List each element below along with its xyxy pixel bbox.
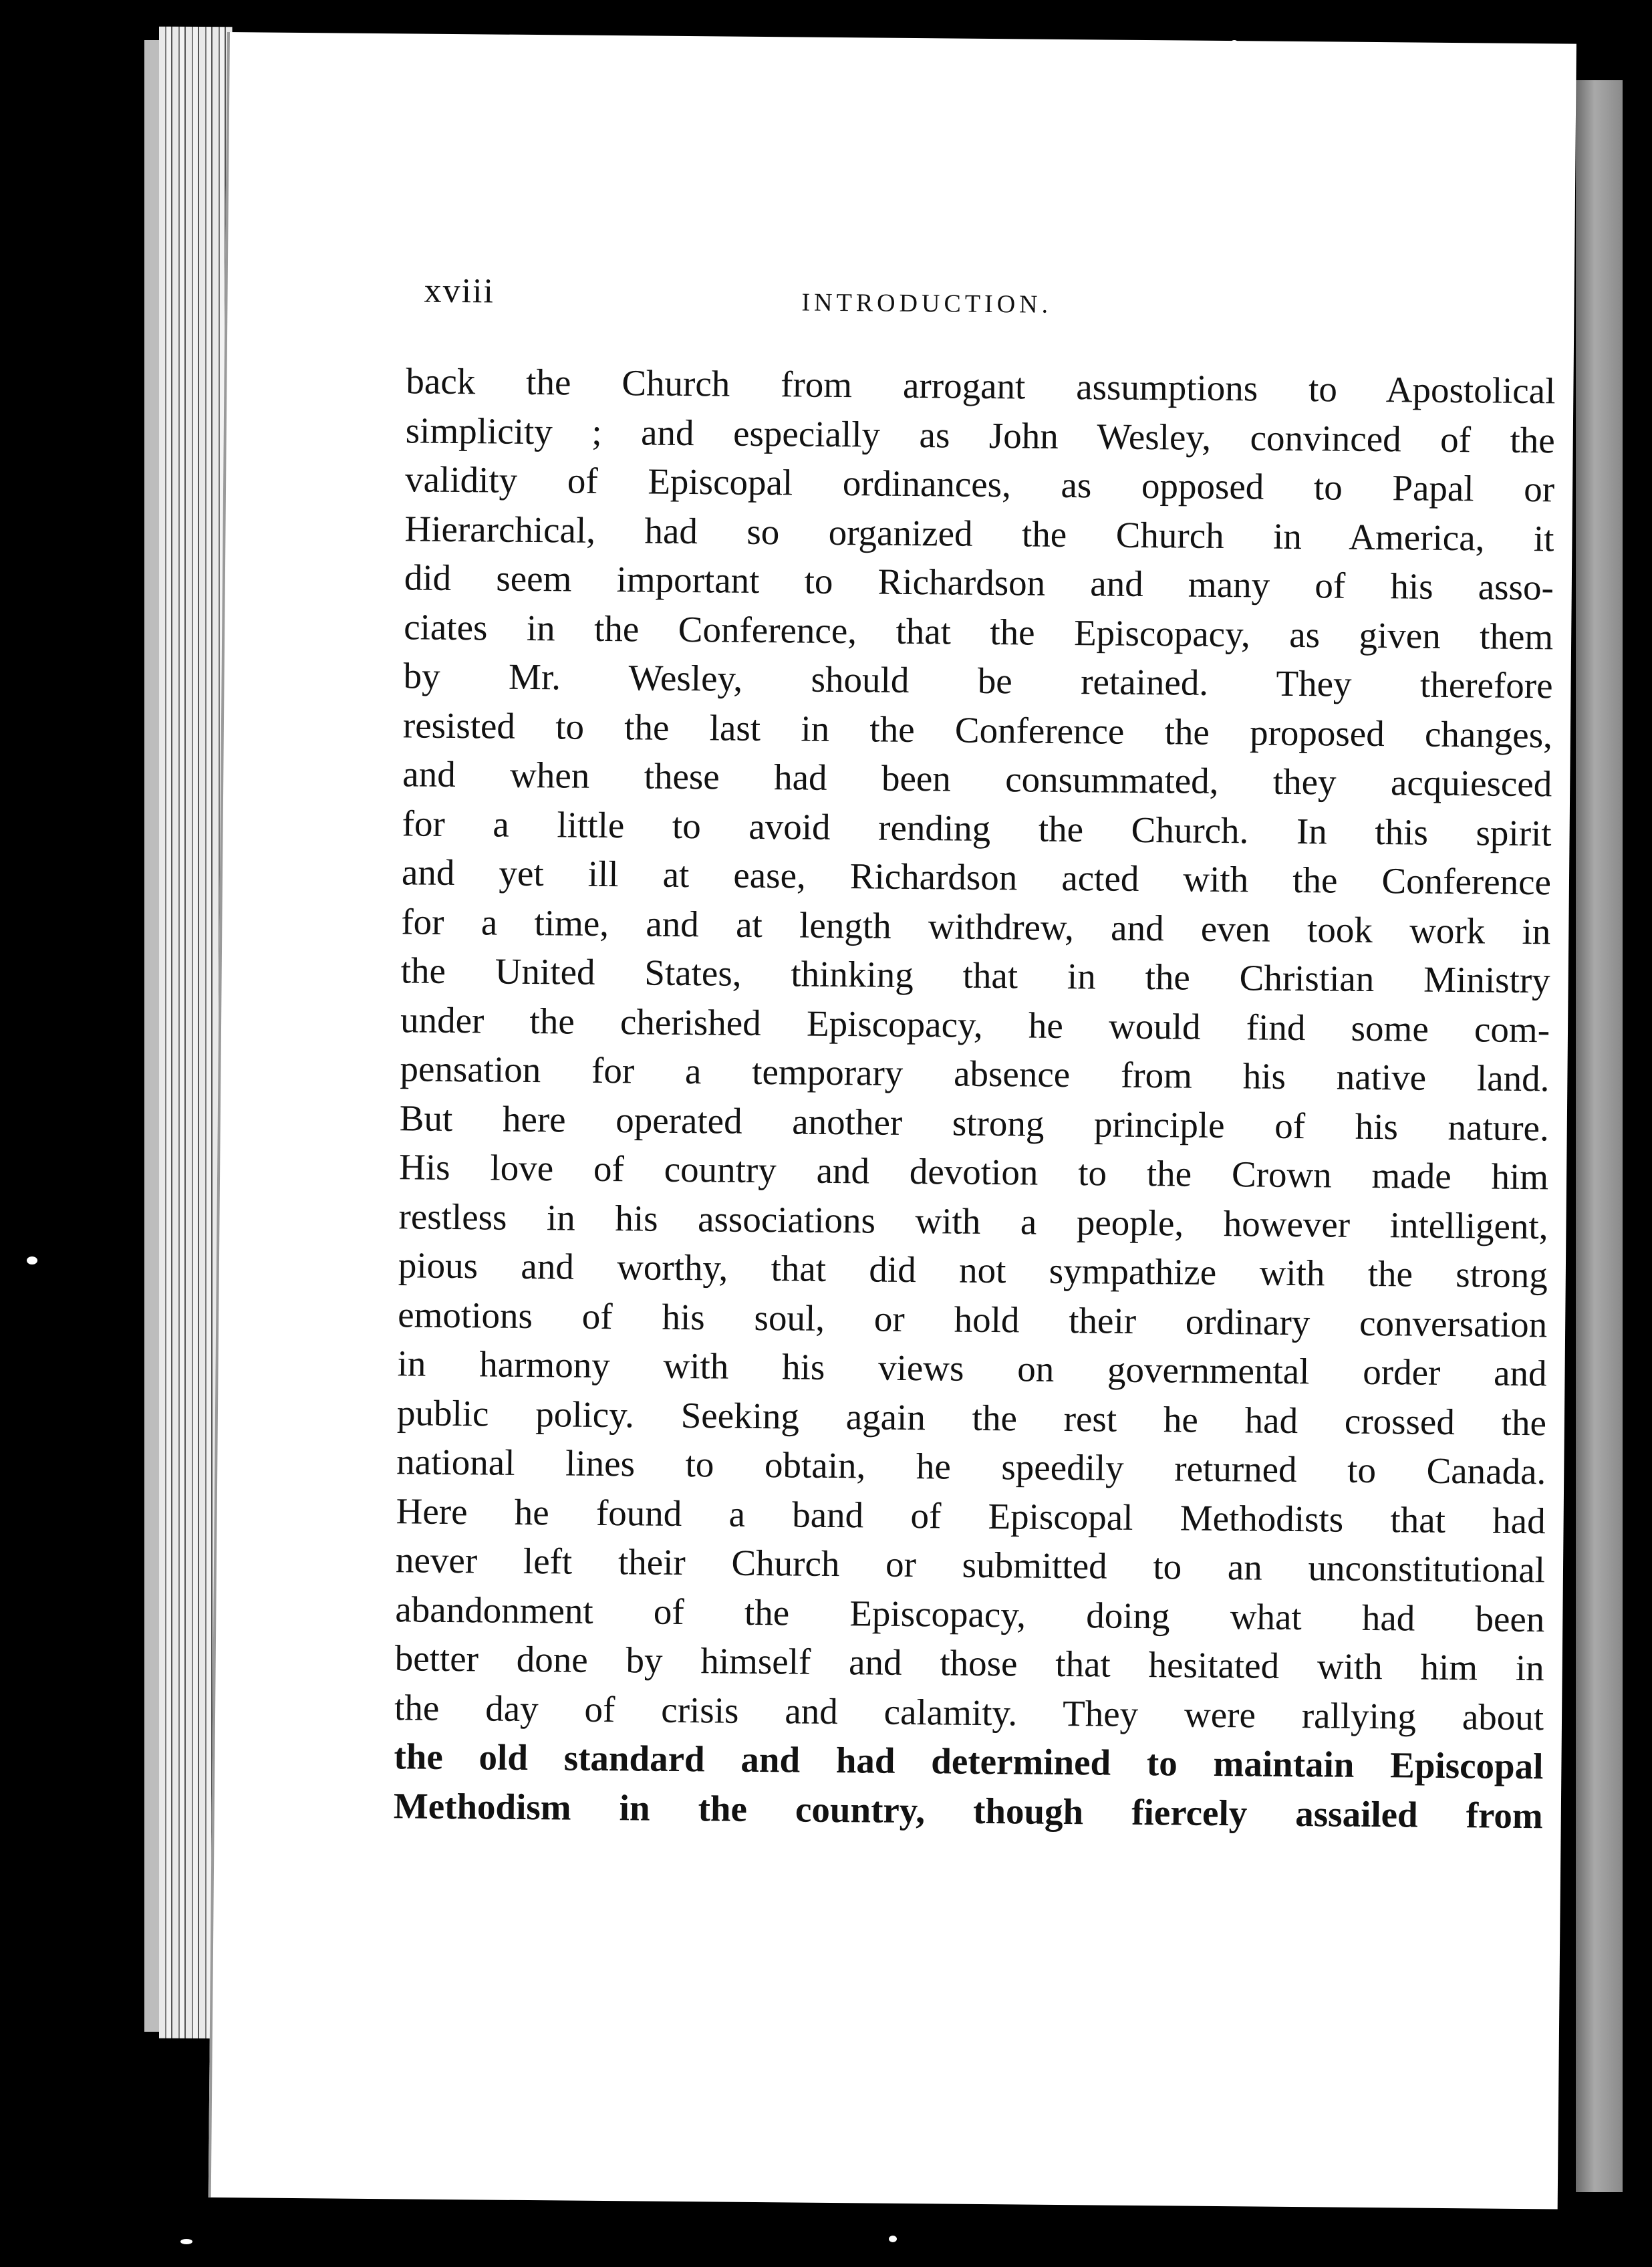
text-line: in harmony with his views on governmental order and xyxy=(397,1343,1547,1394)
dust-speck xyxy=(180,2239,192,2244)
text-line: and when these had been consummated, they acquiesced xyxy=(402,753,1552,805)
text-line: the United States, thinking that in the Christian Ministry xyxy=(400,950,1550,1001)
text-line: did seem important to Richardson and many of his asso- xyxy=(404,557,1554,608)
text-line: never left their Church or submitted to an unconstitutional xyxy=(395,1539,1546,1591)
text-line: restless in his associations with a people, however intelligent, xyxy=(398,1195,1548,1246)
text-line: Methodism in the country, though fiercely assailed from xyxy=(393,1784,1544,1836)
text-line: ciates in the Conference, that the Episcopacy, as given them xyxy=(403,606,1554,657)
text-line: the old standard and had determined to maintain Episcopal xyxy=(394,1736,1544,1787)
text-line: resisted to the last in the Conference the proposed changes, xyxy=(402,704,1553,755)
text-line: for a little to avoid rending the Church. In this spirit xyxy=(402,802,1552,853)
text-line: Hierarchical, had so organized the Church in America, it xyxy=(404,507,1554,559)
dust-speck xyxy=(1397,52,1403,59)
running-head xyxy=(424,271,1560,342)
text-line: under the cherished Episcopacy, he would find some com- xyxy=(400,998,1550,1050)
text-line: the day of crisis and calamity. They were rallying about xyxy=(394,1686,1544,1738)
text-line: for a time, and at length withdrew, and even took work in xyxy=(401,900,1551,952)
text-line: and yet ill at ease, Richardson acted with the Conference xyxy=(401,851,1552,903)
text-line: validity of Episcopal ordinances, as opposed to Papal or xyxy=(404,458,1555,510)
page-sheet xyxy=(209,32,1576,2209)
page-number: xviii xyxy=(424,271,495,311)
dust-speck xyxy=(889,2236,897,2242)
text-line: public policy. Seeking again the rest he had crossed the xyxy=(396,1391,1547,1443)
text-line: His love of country and devotion to the Crown made him xyxy=(398,1146,1549,1198)
text-line: better done by himself and those that hesitated with him in xyxy=(394,1637,1544,1689)
text-line: back the Church from arrogant assumptions to Apostolical xyxy=(406,360,1556,412)
text-line: Here he found a band of Episcopal Methodists that had xyxy=(396,1490,1546,1541)
dust-speck xyxy=(1230,40,1239,49)
body-text xyxy=(394,356,1556,1840)
text-line: national lines to obtain, he speedily returned to Canada. xyxy=(396,1441,1546,1492)
running-head-title: INTRODUCTION. xyxy=(801,288,1053,319)
text-line: But here operated another strong principle of his nature. xyxy=(399,1097,1550,1148)
text-line: pensation for a temporary absence from his native land. xyxy=(400,1048,1550,1099)
dust-speck xyxy=(27,1256,37,1264)
text-line: pious and worthy, that did not sympathize with the strong xyxy=(398,1244,1548,1296)
text-line: abandonment of the Episcopacy, doing what had been xyxy=(395,1588,1545,1639)
text-line: emotions of his soul, or hold their ordinary conversation xyxy=(398,1293,1548,1345)
text-line: simplicity ; and especially as John Wesley, convinced of the xyxy=(405,409,1556,460)
facing-page-edge xyxy=(1576,80,1623,2192)
text-line: by Mr. Wesley, should be retained. They therefore xyxy=(403,655,1553,706)
